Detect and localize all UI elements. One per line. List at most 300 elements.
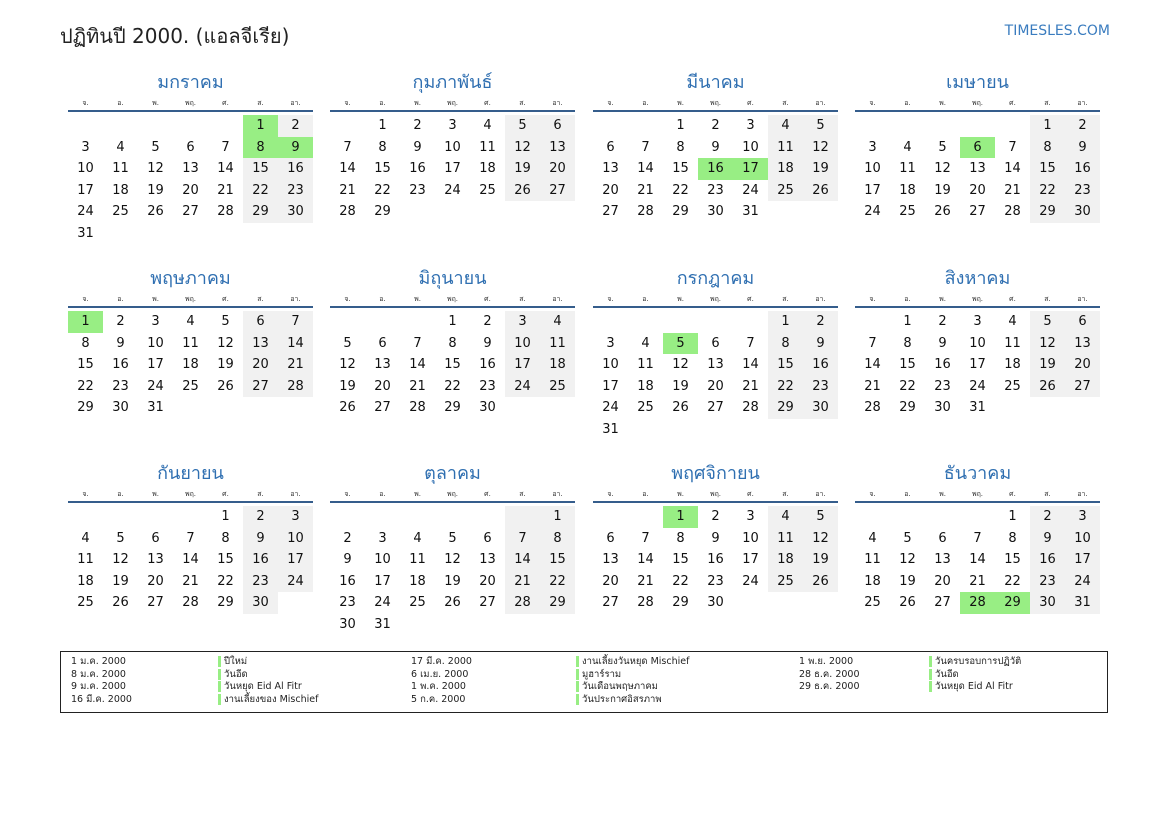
empty-cell [698, 419, 733, 441]
day-cell: 20 [707, 378, 724, 394]
day-cell: 31 [1065, 592, 1100, 614]
day-cell: 20 [374, 378, 391, 394]
day-cell: 14 [637, 161, 654, 177]
day-cell: 14 [182, 552, 199, 568]
day-cell: 25 [899, 204, 916, 220]
day-cell: 21 [742, 378, 759, 394]
day-cell: 13 [969, 161, 986, 177]
page-title: ปฏิทินปี 2000. (แอลจีเรีย) [60, 24, 290, 48]
day-cell: 18 [768, 158, 803, 180]
empty-cell [733, 419, 768, 441]
day-cell: 21 [339, 182, 356, 198]
day-cell: 24 [147, 378, 164, 394]
weekday-label: พ. [677, 99, 684, 107]
weekday-label: จ. [869, 295, 876, 303]
day-cell: 26 [112, 595, 129, 611]
empty-cell [855, 115, 890, 137]
day-cell: 25 [864, 595, 881, 611]
day-cell: 1 [1030, 115, 1065, 137]
day-cell: 4 [81, 530, 90, 546]
day-cell: 27 [243, 376, 278, 398]
day-cell: 25 [182, 378, 199, 394]
empty-cell [540, 201, 575, 223]
day-cell: 5 [343, 335, 352, 351]
legend-holiday-name: งานเลี้ยงวันหยุด Mischief [576, 656, 689, 667]
day-cell: 5 [663, 333, 698, 355]
day-cell: 11 [637, 357, 654, 373]
day-cell: 11 [409, 552, 426, 568]
month-block [330, 266, 575, 419]
weekday-label: พ. [152, 295, 159, 303]
legend-holiday-name: วันประกาศอิสรภาพ [576, 694, 662, 705]
empty-cell [768, 419, 803, 441]
day-cell: 4 [768, 506, 803, 528]
legend-date: 1 ม.ค. 2000 [71, 656, 126, 667]
day-cell: 28 [217, 204, 234, 220]
weekday-label: จ. [607, 99, 614, 107]
month-name: กรกฎาคม [676, 268, 755, 289]
day-cell: 14 [637, 552, 654, 568]
empty-cell [68, 506, 103, 528]
weekday-label: ส. [257, 99, 264, 107]
day-cell: 8 [1008, 530, 1017, 546]
day-cell: 7 [641, 530, 650, 546]
weekday-label: อา. [815, 490, 826, 498]
month-name: กันยายน [157, 463, 224, 484]
empty-cell [803, 419, 838, 441]
day-cell: 19 [934, 182, 951, 198]
day-cell: 30 [803, 397, 838, 419]
day-cell: 19 [1030, 354, 1065, 376]
month-block [68, 70, 313, 245]
weekday-label: จ. [607, 295, 614, 303]
empty-cell [663, 419, 698, 441]
legend-date: 1 พ.ย. 2000 [799, 656, 854, 667]
day-cell: 6 [606, 530, 615, 546]
day-cell: 22 [444, 378, 461, 394]
weekday-label: อา. [290, 295, 301, 303]
day-cell: 12 [339, 357, 356, 373]
day-cell: 17 [278, 549, 313, 571]
day-cell: 11 [768, 528, 803, 550]
day-cell: 20 [602, 182, 619, 198]
weekday-label: อ. [379, 295, 386, 303]
day-cell: 11 [182, 335, 199, 351]
legend-date: 6 เม.ย. 2000 [411, 668, 469, 680]
day-grid [855, 503, 1100, 614]
day-cell: 31 [742, 204, 759, 220]
weekday-label: พ. [677, 295, 684, 303]
day-cell: 26 [217, 378, 234, 394]
day-cell: 20 [182, 182, 199, 198]
empty-cell [278, 397, 313, 419]
empty-cell [365, 506, 400, 528]
day-cell: 12 [112, 552, 129, 568]
day-cell: 2 [413, 118, 422, 133]
day-cell: 10 [602, 357, 619, 373]
day-cell: 22 [1030, 180, 1065, 202]
day-cell: 12 [1030, 333, 1065, 355]
day-cell: 4 [483, 118, 492, 133]
day-cell: 13 [934, 552, 951, 568]
weekday-label: พฤ. [709, 295, 722, 303]
day-cell: 5 [116, 530, 125, 546]
weekday-header [593, 292, 838, 308]
day-cell: 8 [221, 530, 230, 546]
day-cell: 9 [116, 335, 125, 351]
empty-cell [505, 506, 540, 528]
empty-cell [243, 397, 278, 419]
empty-cell [68, 115, 103, 137]
day-cell: 15 [217, 552, 234, 568]
day-cell: 7 [221, 139, 230, 155]
day-cell: 3 [973, 314, 982, 329]
day-cell: 29 [672, 204, 689, 220]
weekday-label: ศ. [747, 490, 754, 498]
empty-cell [400, 201, 435, 223]
day-cell: 6 [711, 335, 720, 351]
weekday-header [855, 292, 1100, 308]
site-link[interactable]: TIMESLES.COM [1004, 23, 1110, 39]
empty-cell [208, 397, 243, 419]
weekday-label: อา. [552, 295, 563, 303]
legend-holiday-name: วันอีด [218, 669, 248, 680]
weekday-header [855, 487, 1100, 503]
day-cell: 3 [505, 311, 540, 333]
month-name: มิถุนายน [418, 268, 487, 289]
month-block [855, 70, 1100, 223]
day-cell: 18 [637, 378, 654, 394]
day-cell: 22 [217, 573, 234, 589]
day-cell: 25 [112, 204, 129, 220]
day-cell: 30 [707, 204, 724, 220]
day-cell: 13 [1065, 333, 1100, 355]
legend-names [576, 656, 689, 706]
weekday-label: จ. [344, 490, 351, 498]
day-cell: 31 [374, 616, 391, 632]
weekday-header [330, 96, 575, 112]
day-cell: 12 [899, 552, 916, 568]
day-cell: 27 [602, 595, 619, 611]
day-cell: 1 [768, 311, 803, 333]
day-cell: 11 [864, 552, 881, 568]
day-cell: 5 [1030, 311, 1065, 333]
weekday-label: อา. [1077, 490, 1088, 498]
day-cell: 23 [707, 182, 724, 198]
legend-holiday-name: ปีใหม่ [218, 656, 247, 667]
day-cell: 17 [969, 357, 986, 373]
day-cell: 27 [1065, 376, 1100, 398]
day-cell: 6 [540, 115, 575, 137]
legend-holiday-name: วันหยุด Eid Al Fitr [929, 681, 1013, 692]
day-cell: 13 [182, 161, 199, 177]
day-cell: 2 [711, 509, 720, 524]
day-cell: 7 [1008, 139, 1017, 155]
weekday-label: จ. [607, 490, 614, 498]
day-cell: 3 [606, 335, 615, 351]
weekday-label: ศ. [222, 490, 229, 498]
weekday-label: อ. [117, 295, 124, 303]
day-cell: 21 [864, 378, 881, 394]
weekday-label: พ. [414, 99, 421, 107]
day-cell: 20 [147, 573, 164, 589]
day-cell: 17 [733, 158, 768, 180]
weekday-label: อา. [552, 490, 563, 498]
day-cell: 24 [1065, 571, 1100, 593]
empty-cell [628, 115, 663, 137]
day-cell: 26 [147, 204, 164, 220]
day-cell: 28 [339, 204, 356, 220]
empty-cell [470, 506, 505, 528]
weekday-label: พฤ. [184, 490, 197, 498]
day-cell: 9 [803, 333, 838, 355]
day-cell: 3 [746, 118, 755, 133]
empty-cell [768, 592, 803, 614]
day-cell: 20 [602, 573, 619, 589]
day-cell: 6 [606, 139, 615, 155]
legend-holiday-name: งานเลี้ยงของ Mischief [218, 694, 318, 705]
day-cell: 12 [934, 161, 951, 177]
month-name: ธันวาคม [943, 463, 1012, 484]
day-cell: 29 [768, 397, 803, 419]
day-cell: 29 [540, 592, 575, 614]
holiday-legend [60, 651, 1108, 713]
empty-cell [103, 115, 138, 137]
month-block [593, 461, 838, 614]
empty-cell [173, 223, 208, 245]
day-cell: 10 [742, 139, 759, 155]
day-cell: 28 [637, 204, 654, 220]
day-cell: 7 [278, 311, 313, 333]
day-cell: 24 [278, 571, 313, 593]
day-cell: 9 [1065, 137, 1100, 159]
day-grid [68, 308, 313, 419]
day-cell: 11 [112, 161, 129, 177]
day-cell: 4 [903, 139, 912, 155]
day-cell: 25 [1004, 378, 1021, 394]
empty-cell [173, 397, 208, 419]
weekday-label: พ. [677, 490, 684, 498]
empty-cell [593, 311, 628, 333]
weekday-label: ส. [782, 99, 789, 107]
day-cell: 6 [483, 530, 492, 546]
month-name: เมษายน [946, 72, 1009, 93]
empty-cell [995, 115, 1030, 137]
day-cell: 5 [505, 115, 540, 137]
weekday-label: ศ. [1009, 490, 1016, 498]
day-cell: 18 [112, 182, 129, 198]
day-cell: 24 [742, 182, 759, 198]
day-cell: 15 [768, 354, 803, 376]
day-cell: 25 [77, 595, 94, 611]
day-cell: 21 [637, 182, 654, 198]
day-cell: 28 [182, 595, 199, 611]
empty-cell [278, 592, 313, 614]
month-block [68, 461, 313, 614]
day-cell: 27 [540, 180, 575, 202]
day-cell: 15 [899, 357, 916, 373]
weekday-label: อ. [117, 490, 124, 498]
month-block [855, 461, 1100, 614]
day-cell: 13 [479, 552, 496, 568]
weekday-label: พ. [152, 99, 159, 107]
day-cell: 3 [278, 506, 313, 528]
day-cell: 23 [112, 378, 129, 394]
month-block [855, 266, 1100, 419]
day-cell: 13 [707, 357, 724, 373]
empty-cell [803, 592, 838, 614]
weekday-label: ส. [519, 99, 526, 107]
day-cell: 27 [182, 204, 199, 220]
weekday-label: อา. [815, 99, 826, 107]
weekday-label: พ. [414, 490, 421, 498]
empty-cell [733, 592, 768, 614]
day-cell: 1 [1008, 509, 1017, 524]
day-cell: 28 [864, 400, 881, 416]
day-cell: 17 [147, 357, 164, 373]
empty-cell [593, 115, 628, 137]
day-cell: 2 [483, 314, 492, 329]
empty-cell [400, 614, 435, 636]
day-cell: 6 [1065, 311, 1100, 333]
day-cell: 11 [1004, 335, 1021, 351]
empty-cell [960, 506, 995, 528]
weekday-header [855, 96, 1100, 112]
empty-cell [173, 506, 208, 528]
day-cell: 1 [378, 118, 387, 133]
day-grid [855, 112, 1100, 223]
day-cell: 3 [868, 139, 877, 155]
day-cell: 4 [413, 530, 422, 546]
day-cell: 15 [1004, 552, 1021, 568]
day-cell: 22 [899, 378, 916, 394]
day-cell: 4 [186, 314, 195, 329]
day-cell: 7 [973, 530, 982, 546]
day-cell: 26 [339, 400, 356, 416]
weekday-label: อ. [642, 295, 649, 303]
day-cell: 1 [221, 509, 230, 524]
day-cell: 25 [540, 376, 575, 398]
empty-cell [733, 311, 768, 333]
day-cell: 13 [602, 552, 619, 568]
day-cell: 31 [147, 400, 164, 416]
weekday-label: พฤ. [184, 99, 197, 107]
day-cell: 13 [147, 552, 164, 568]
day-cell: 10 [147, 335, 164, 351]
day-cell: 23 [1065, 180, 1100, 202]
day-cell: 11 [899, 161, 916, 177]
legend-names [218, 656, 318, 706]
day-cell: 14 [409, 357, 426, 373]
day-cell: 22 [672, 182, 689, 198]
day-cell: 14 [1004, 161, 1021, 177]
day-cell: 29 [374, 204, 391, 220]
day-cell: 21 [1004, 182, 1021, 198]
day-cell: 29 [77, 400, 94, 416]
day-cell: 9 [938, 335, 947, 351]
empty-cell [925, 506, 960, 528]
day-cell: 10 [444, 139, 461, 155]
day-cell: 14 [742, 357, 759, 373]
day-cell: 22 [672, 573, 689, 589]
day-cell: 29 [1030, 201, 1065, 223]
weekday-label: อา. [815, 295, 826, 303]
legend-date: 9 ม.ค. 2000 [71, 681, 126, 692]
weekday-label: พฤ. [446, 295, 459, 303]
legend-holiday-name: วันครบรอบการปฏิวัติ [929, 656, 1021, 667]
day-cell: 30 [707, 595, 724, 611]
day-cell: 15 [540, 549, 575, 571]
day-cell: 7 [746, 335, 755, 351]
weekday-header [330, 487, 575, 503]
weekday-label: จ. [82, 295, 89, 303]
day-cell: 17 [444, 161, 461, 177]
weekday-label: พฤ. [971, 295, 984, 303]
day-grid [68, 503, 313, 614]
empty-cell [593, 506, 628, 528]
day-cell: 13 [374, 357, 391, 373]
day-cell: 6 [243, 311, 278, 333]
day-cell: 3 [151, 314, 160, 329]
day-cell: 14 [864, 357, 881, 373]
weekday-label: พฤ. [709, 99, 722, 107]
weekday-label: จ. [344, 99, 351, 107]
day-cell: 18 [77, 573, 94, 589]
legend-names [929, 656, 1021, 694]
day-cell: 4 [116, 139, 125, 155]
day-cell: 2 [116, 314, 125, 329]
legend-date: 1 พ.ค. 2000 [411, 681, 466, 692]
day-cell: 19 [147, 182, 164, 198]
day-cell: 29 [995, 592, 1030, 614]
day-cell: 15 [1030, 158, 1065, 180]
day-cell: 28 [1004, 204, 1021, 220]
day-cell: 17 [864, 182, 881, 198]
day-cell: 8 [676, 530, 685, 546]
day-cell: 20 [479, 573, 496, 589]
day-cell: 18 [899, 182, 916, 198]
weekday-label: ส. [1044, 99, 1051, 107]
empty-cell [855, 311, 890, 333]
day-cell: 31 [77, 225, 94, 241]
day-cell: 10 [864, 161, 881, 177]
empty-cell [435, 614, 470, 636]
day-cell: 14 [217, 161, 234, 177]
month-name: ตุลาคม [424, 463, 481, 484]
day-grid [330, 112, 575, 223]
day-cell: 23 [1030, 571, 1065, 593]
day-cell: 26 [505, 180, 540, 202]
weekday-label: พ. [939, 490, 946, 498]
day-cell: 29 [899, 400, 916, 416]
day-grid [330, 503, 575, 636]
empty-cell [505, 397, 540, 419]
day-cell: 15 [374, 161, 391, 177]
day-cell: 10 [77, 161, 94, 177]
weekday-label: พ. [939, 295, 946, 303]
day-cell: 2 [711, 118, 720, 133]
weekday-label: พฤ. [446, 99, 459, 107]
day-cell: 24 [77, 204, 94, 220]
day-cell: 10 [374, 552, 391, 568]
day-grid [593, 503, 838, 614]
empty-cell [173, 115, 208, 137]
day-grid [855, 308, 1100, 419]
weekday-header [330, 292, 575, 308]
weekday-label: อ. [642, 99, 649, 107]
day-cell: 28 [637, 595, 654, 611]
day-cell: 7 [868, 335, 877, 351]
